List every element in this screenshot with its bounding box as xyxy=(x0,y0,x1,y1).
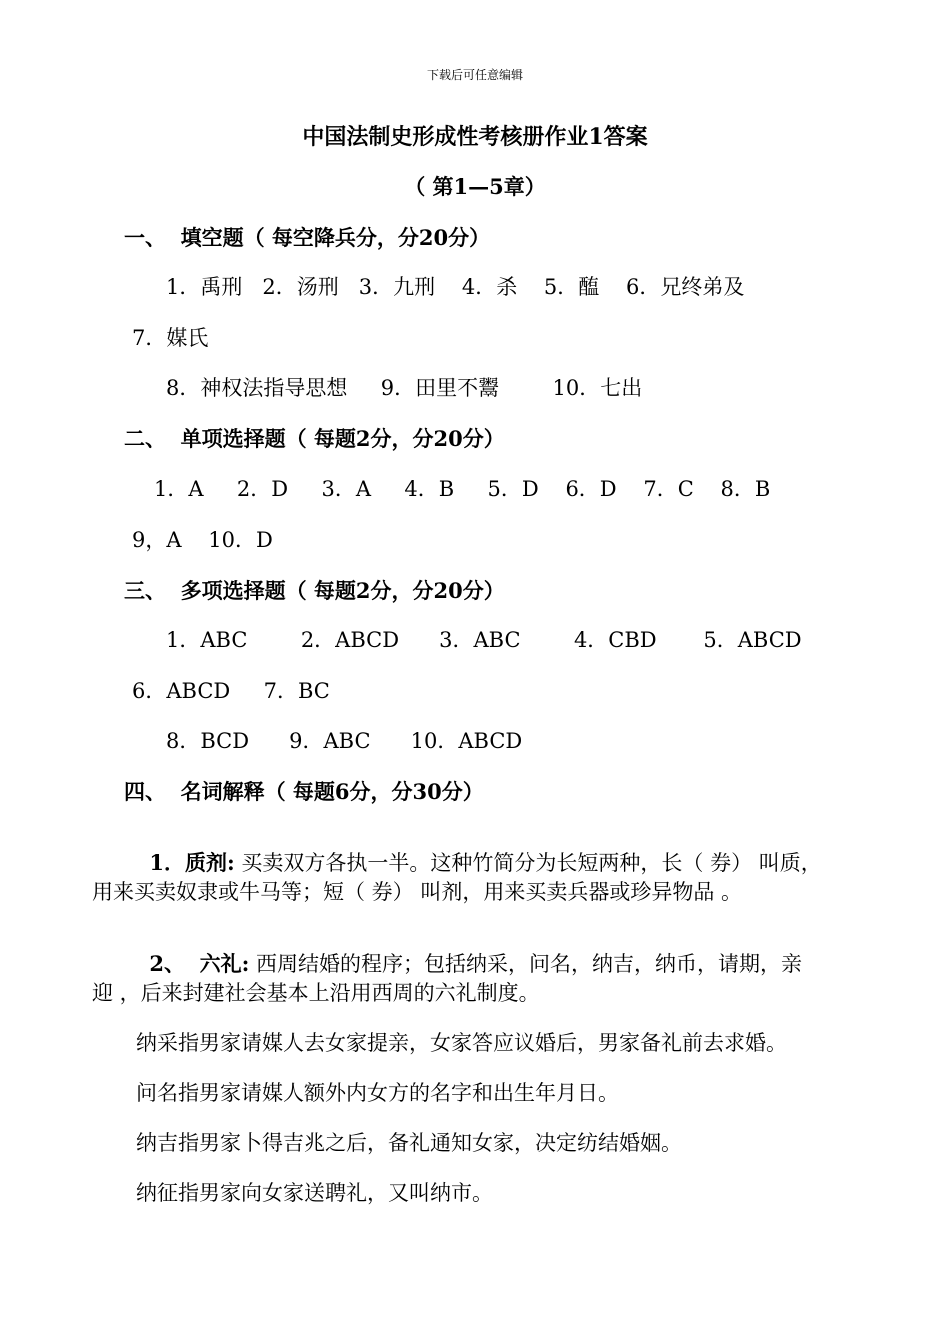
term-liuli: 2、 六礼: xyxy=(149,951,250,976)
term-zhiji-text: 买卖双方各执一半。这种竹简分为长短两种，长（ 券） 叫质， xyxy=(234,851,822,875)
liuli-naji-paragraph: 纳吉指男家卜得吉兆之后，备礼通知女家，决定纺结婚姻。 xyxy=(136,1131,682,1155)
term-liuli-text: 西周结婚的程序；包括纳采，问名，纳吉，纳币，请期，亲 xyxy=(249,952,803,976)
document-title: 中国法制史形成性考核册作业1答案 xyxy=(302,124,648,150)
section-term-definition-heading: 四、 名词解释（ 每题6分，分30分） xyxy=(124,779,484,804)
document-subtitle: （ 第1—5章） xyxy=(404,174,546,199)
multiple-choice-answers-line-3: 8．BCD 9．ABC 10．ABCD xyxy=(166,729,523,753)
section-single-choice-heading: 二、 单项选择题（ 每题2分，分20分） xyxy=(124,426,505,451)
single-choice-answers-line-2: 9，A 10．D xyxy=(132,528,273,552)
liuli-wenming-paragraph: 问名指男家请媒人额外内女方的名字和出生年月日。 xyxy=(136,1081,619,1105)
term-liuli-continuation: 迎 ，后来封建社会基本上沿用西周的六礼制度。 xyxy=(92,981,540,1005)
fill-blank-answers-line-3: 8．神权法指导思想 9．田里不鬻 10．七出 xyxy=(166,376,643,400)
term-liuli-line xyxy=(136,932,802,975)
fill-blank-answers-line-2: 7．媒氏 xyxy=(132,326,209,350)
single-choice-answers-line-1: 1．A 2．D 3．A 4．B 5．D 6．D 7．C 8．B xyxy=(154,477,771,501)
term-zhiji-continuation: 用来买卖奴隶或牛马等；短（ 券） 叫剂，用来买卖兵器或珍异物品 。 xyxy=(92,880,743,904)
multiple-choice-answers-line-1: 1．ABC 2．ABCD 3．ABC 4．CBD 5．ABCD xyxy=(166,628,802,652)
section-fill-blank-heading: 一、 填空题（ 每空降兵分，分20分） xyxy=(124,225,491,250)
section-multiple-choice-heading: 三、 多项选择题（ 每题2分，分20分） xyxy=(124,578,505,603)
page-header: 下载后可任意编辑 xyxy=(426,68,523,82)
liuli-nazheng-paragraph: 纳征指男家向女家送聘礼，又叫纳市。 xyxy=(136,1181,493,1205)
term-zhiji: 1．质剂: xyxy=(149,850,235,875)
multiple-choice-answers-line-2: 6．ABCD 7．BC xyxy=(132,679,330,703)
fill-blank-answers-line-1: 1．禹刑 2．汤刑 3．九刑 4．杀 5．醢 6．兄终弟及 xyxy=(166,275,745,299)
liuli-nacai-paragraph: 纳采指男家请媒人去女家提亲，女家答应议婚后，男家备礼前去求婚。 xyxy=(136,1031,787,1055)
term-zhiji-line xyxy=(136,831,822,874)
